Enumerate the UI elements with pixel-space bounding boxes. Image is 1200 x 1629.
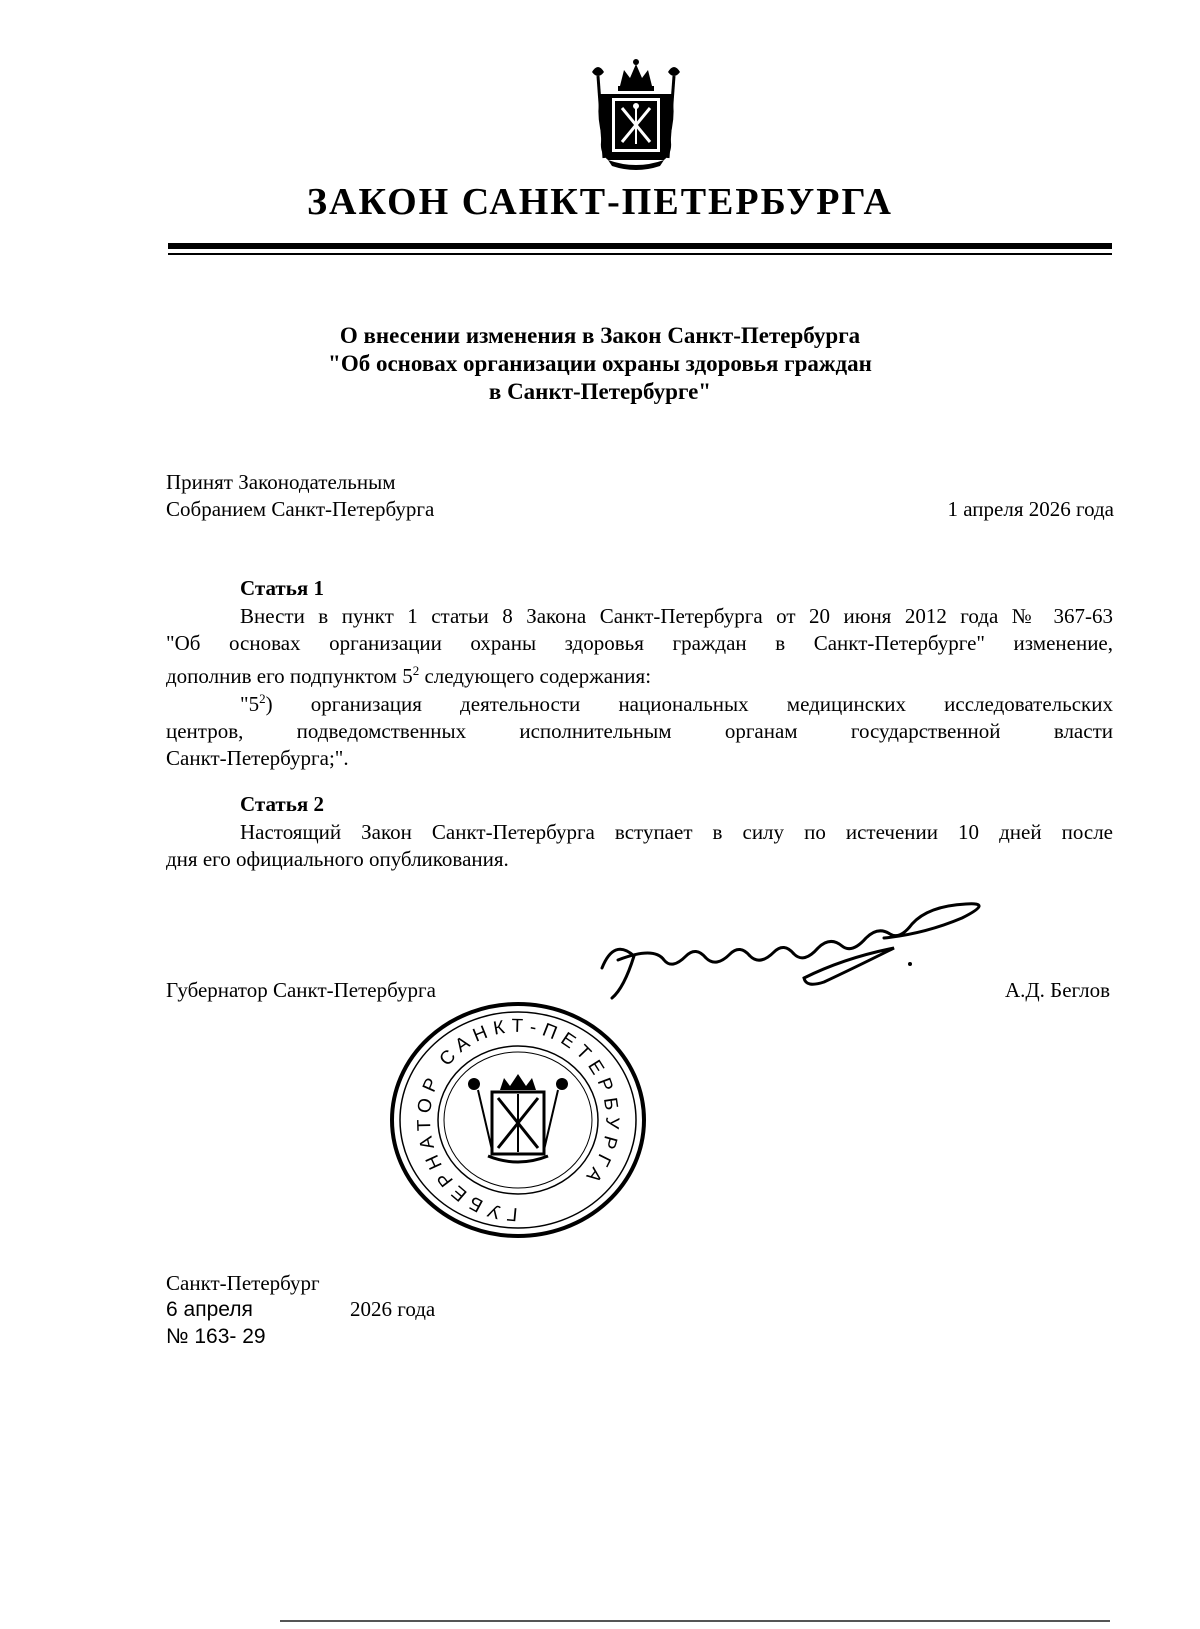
article-1-line-2: "Об основах организации охраны здоровья граждан в Санкт-Петербурге" изменение, (166, 631, 1113, 655)
seal-outer-text: ГУБЕРНАТОР САНКТ-ПЕТЕРБУРГА (413, 1015, 623, 1225)
quote-line-1: "$5^2$) организация деятельности национальных медицинских исследовательских (240, 691, 1113, 716)
law-title-line-1: О внесении изменения в Закон Санкт-Петербурга (339, 323, 861, 348)
article-2-body (166, 819, 1113, 873)
law-header: ЗАКОН САНКТ-ПЕТЕРБУРГА (306, 181, 893, 223)
adoption-line-1: Принят Законодательным (166, 470, 396, 494)
header-rule-thick (168, 243, 1112, 249)
article-1-body (166, 603, 1113, 690)
law-title-line-2: "Об основах организации охраны здоровья граждан (328, 351, 872, 376)
article-1-line-1: Внести в пункт 1 статьи 8 Закона Санкт-Петербурга от 20 июня 2012 года № 367-63 (240, 604, 1113, 628)
official-seal (388, 1000, 648, 1240)
article-2-heading: Статья 2 (240, 792, 324, 816)
law-title (0, 322, 1200, 406)
article-1-line-3: дополнив его подпунктом $5^2$ следующего содержания: (166, 663, 652, 688)
governor-signature (594, 898, 1014, 1008)
adoption-line-2: Собранием Санкт-Петербурга (166, 497, 435, 521)
governor-position: Губернатор Санкт-Петербурга (166, 978, 436, 1002)
page-bottom-rule (280, 1620, 1110, 1622)
issue-date-day-month: 6 апреля (166, 1298, 253, 1321)
adoption-note (166, 469, 434, 523)
coat-of-arms-emblem (578, 56, 694, 174)
issue-date-year: 2026 года (350, 1297, 436, 1321)
quote-line-3: Санкт-Петербурга;". (166, 746, 349, 770)
article-2-line-1: Настоящий Закон Санкт-Петербурга вступает в силу по истечении 10 дней после (240, 820, 1113, 844)
law-title-line-3: в Санкт-Петербурге" (488, 379, 712, 404)
governor-name: А.Д. Беглов (1004, 978, 1110, 1002)
quote-line-2: центров, подведомственных исполнительным органам государственной власти (166, 719, 1113, 743)
header-rule-thin (168, 253, 1112, 255)
issue-place: Санкт-Петербург (166, 1271, 320, 1295)
adoption-date: 1 апреля 2026 года (947, 497, 1114, 521)
article-2-line-2: дня его официального опубликования. (166, 847, 509, 871)
article-1-heading: Статья 1 (240, 576, 324, 600)
law-number: № 163- 29 (166, 1325, 266, 1348)
article-1-quote (166, 685, 1113, 772)
